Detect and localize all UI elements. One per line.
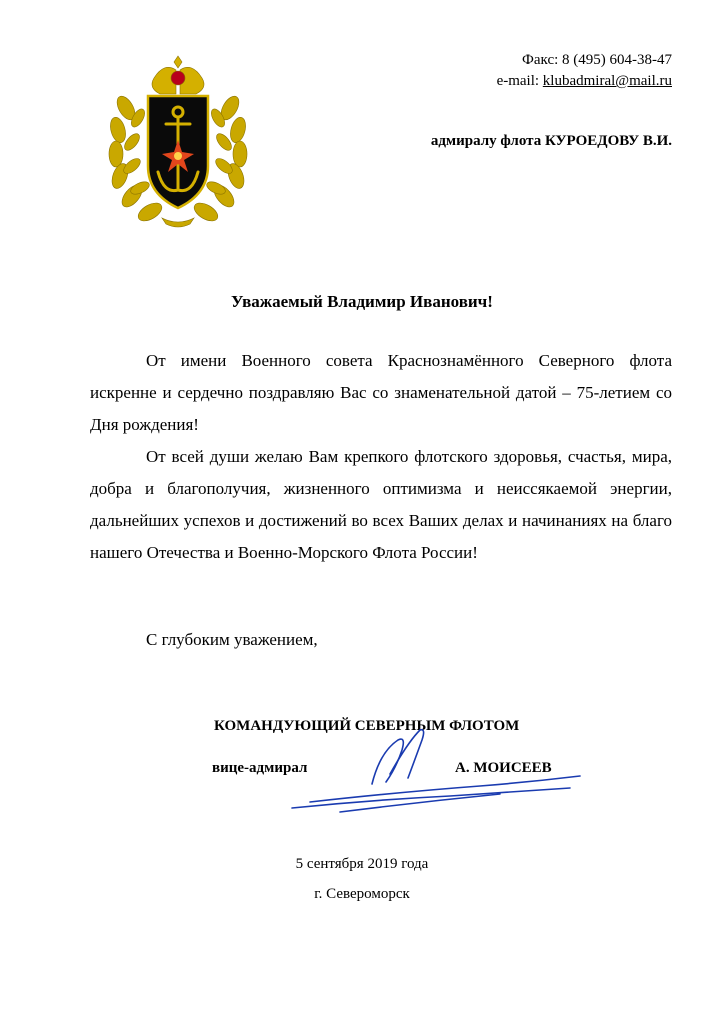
letter-city: г. Североморск (314, 886, 410, 902)
email-line (497, 71, 672, 92)
email-prefix: e-mail: (496, 73, 543, 89)
letter-body (90, 345, 672, 569)
handwritten-signature-icon (280, 722, 590, 822)
fax-line: Факс: 8 (495) 604-38-47 (522, 52, 672, 68)
signer-rank: вице-адмирал (212, 760, 308, 776)
salutation: Уважаемый Владимир Иванович! (231, 292, 493, 311)
signer-position: КОМАНДУЮЩИЙ СЕВЕРНЫМ ФЛОТОМ (214, 718, 520, 734)
signer-name: А. МОИСЕЕВ (455, 760, 552, 776)
closing: С глубоким уважением, (146, 630, 318, 649)
contact-info (497, 50, 672, 92)
letter-date: 5 сентября 2019 года (295, 856, 429, 872)
paragraph-2: От всей души желаю Вам крепкого флотского здоровья, счастья, мира, добра и благополучия, жизненного оптимизма и неиссякаемой энергии, дальнейших успехов и достижений во всех Ваших делах и начинаниях на благо нашего Отечества и Военно-Морского Флота России! (90, 447, 672, 562)
paragraph-1: От имени Военного совета Краснознамённого Северного флота искренне и сердечно поздравляю Вас со знаменательной датой – 75-летием со Дня рождения! (90, 351, 672, 434)
email-link[interactable]: klubadmiral@mail.ru (542, 73, 672, 89)
northern-fleet-emblem-icon (104, 48, 252, 228)
addressee: адмиралу флота КУРОЕДОВУ В.И. (430, 133, 672, 149)
